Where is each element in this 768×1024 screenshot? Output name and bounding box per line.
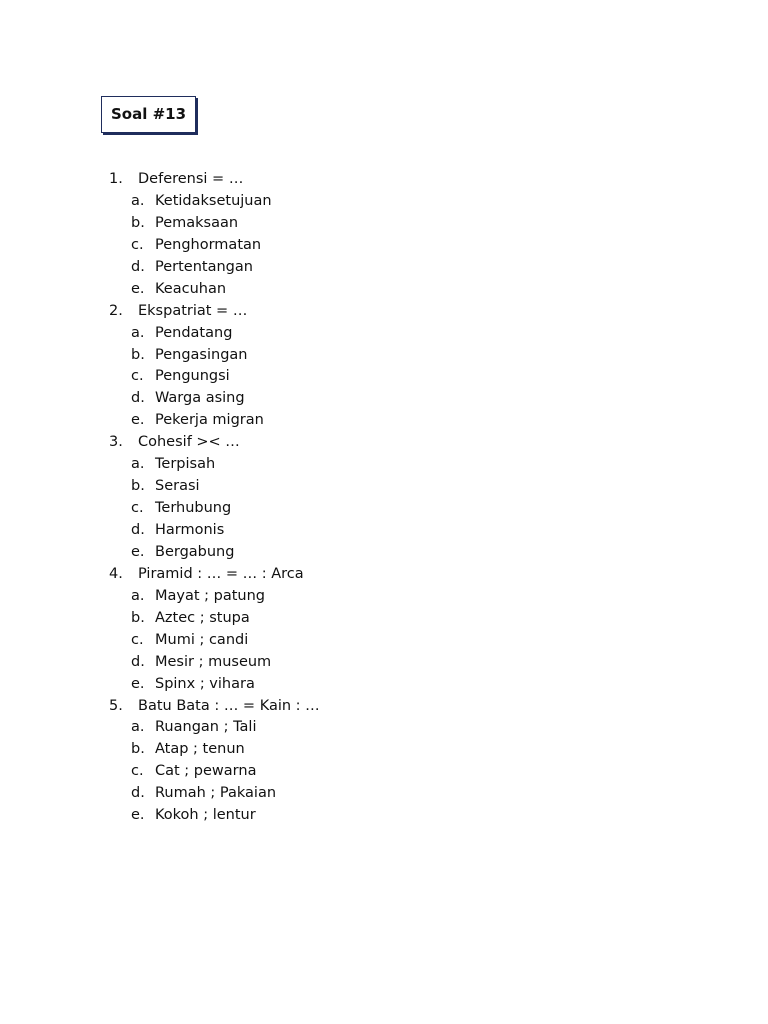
option-letter: e. <box>131 280 145 297</box>
option-item <box>109 541 320 563</box>
option-text: Aztec ; stupa <box>155 609 250 626</box>
option-text: Pendatang <box>155 324 233 341</box>
option-letter: e. <box>131 807 145 824</box>
question-text: Ekspatriat = … <box>138 302 248 319</box>
option-letter: b. <box>131 478 145 495</box>
option-item <box>109 738 320 760</box>
option-text: Pengungsi <box>155 368 230 385</box>
option-letter: d. <box>131 653 145 670</box>
option-item <box>109 651 320 673</box>
option-item <box>109 607 320 629</box>
option-text: Ketidaksetujuan <box>155 192 272 209</box>
option-letter: b. <box>131 609 145 626</box>
option-text: Pemaksaan <box>155 214 239 231</box>
option-item <box>109 804 320 826</box>
option-item <box>109 453 320 475</box>
option-text: Serasi <box>155 478 200 495</box>
question-list <box>109 168 320 826</box>
option-letter: c. <box>131 763 144 780</box>
option-text: Pekerja migran <box>155 412 264 429</box>
question-text: Batu Bata : … = Kain : … <box>138 697 320 714</box>
option-text: Terhubung <box>155 500 232 517</box>
option-letter: b. <box>131 741 145 758</box>
option-item <box>109 475 320 497</box>
option-letter: b. <box>131 214 145 231</box>
option-text: Mesir ; museum <box>155 653 272 670</box>
option-letter: c. <box>131 368 144 385</box>
option-item <box>109 673 320 695</box>
option-letter: a. <box>131 192 145 209</box>
question-text: Deferensi = … <box>138 171 244 187</box>
question-2 <box>109 300 320 322</box>
option-letter: e. <box>131 412 145 429</box>
option-letter: d. <box>131 522 145 538</box>
option-letter: a. <box>131 324 145 341</box>
option-item <box>109 234 320 256</box>
page-title: Soal #13 <box>111 105 187 123</box>
option-text: Atap ; tenun <box>155 741 245 758</box>
option-text: Harmonis <box>155 522 225 538</box>
option-text: Terpisah <box>155 456 216 473</box>
option-item <box>109 256 320 278</box>
option-item <box>109 344 320 366</box>
option-letter: a. <box>131 456 145 473</box>
option-item <box>109 365 320 387</box>
question-1 <box>109 168 320 190</box>
option-item <box>109 760 320 782</box>
option-text: Pertentangan <box>155 258 253 275</box>
option-item <box>109 497 320 519</box>
option-item <box>109 387 320 409</box>
question-3 <box>109 431 320 453</box>
question-number: 1. <box>109 171 123 187</box>
option-letter: c. <box>131 500 144 517</box>
option-text: Keacuhan <box>155 280 227 297</box>
option-item <box>109 212 320 234</box>
option-item <box>109 190 320 212</box>
option-text: Warga asing <box>155 390 245 407</box>
option-item <box>109 629 320 651</box>
option-letter: e. <box>131 675 145 692</box>
option-text: Pengasingan <box>155 346 248 363</box>
option-text: Kokoh ; lentur <box>155 807 256 824</box>
option-item <box>109 519 320 541</box>
option-text: Cat ; pewarna <box>155 763 257 780</box>
option-letter: d. <box>131 258 145 275</box>
title-box <box>101 96 196 133</box>
option-letter: a. <box>131 719 145 736</box>
option-item <box>109 716 320 738</box>
option-item <box>109 409 320 431</box>
option-item <box>109 278 320 300</box>
question-4 <box>109 563 320 585</box>
option-text: Bergabung <box>155 543 235 560</box>
option-text: Penghormatan <box>155 236 262 253</box>
option-item <box>109 585 320 607</box>
question-5 <box>109 695 320 717</box>
option-letter: c. <box>131 631 144 648</box>
question-number: 3. <box>109 434 123 451</box>
option-text: Mumi ; candi <box>155 631 249 648</box>
question-number: 2. <box>109 302 123 319</box>
question-text: Piramid : … = … : Arca <box>138 565 304 582</box>
option-text: Spinx ; vihara <box>155 675 255 692</box>
option-letter: d. <box>131 785 145 802</box>
option-letter: a. <box>131 587 145 604</box>
option-item <box>109 322 320 344</box>
option-text: Rumah ; Pakaian <box>155 785 277 802</box>
option-letter: c. <box>131 236 144 253</box>
option-text: Mayat ; patung <box>155 587 266 604</box>
option-text: Ruangan ; Tali <box>155 719 257 736</box>
question-number: 4. <box>109 565 123 582</box>
option-letter: e. <box>131 543 145 560</box>
option-letter: b. <box>131 346 145 363</box>
option-letter: d. <box>131 390 145 407</box>
question-text: Cohesif >< … <box>138 434 240 451</box>
option-item <box>109 782 320 804</box>
question-number: 5. <box>109 697 123 714</box>
